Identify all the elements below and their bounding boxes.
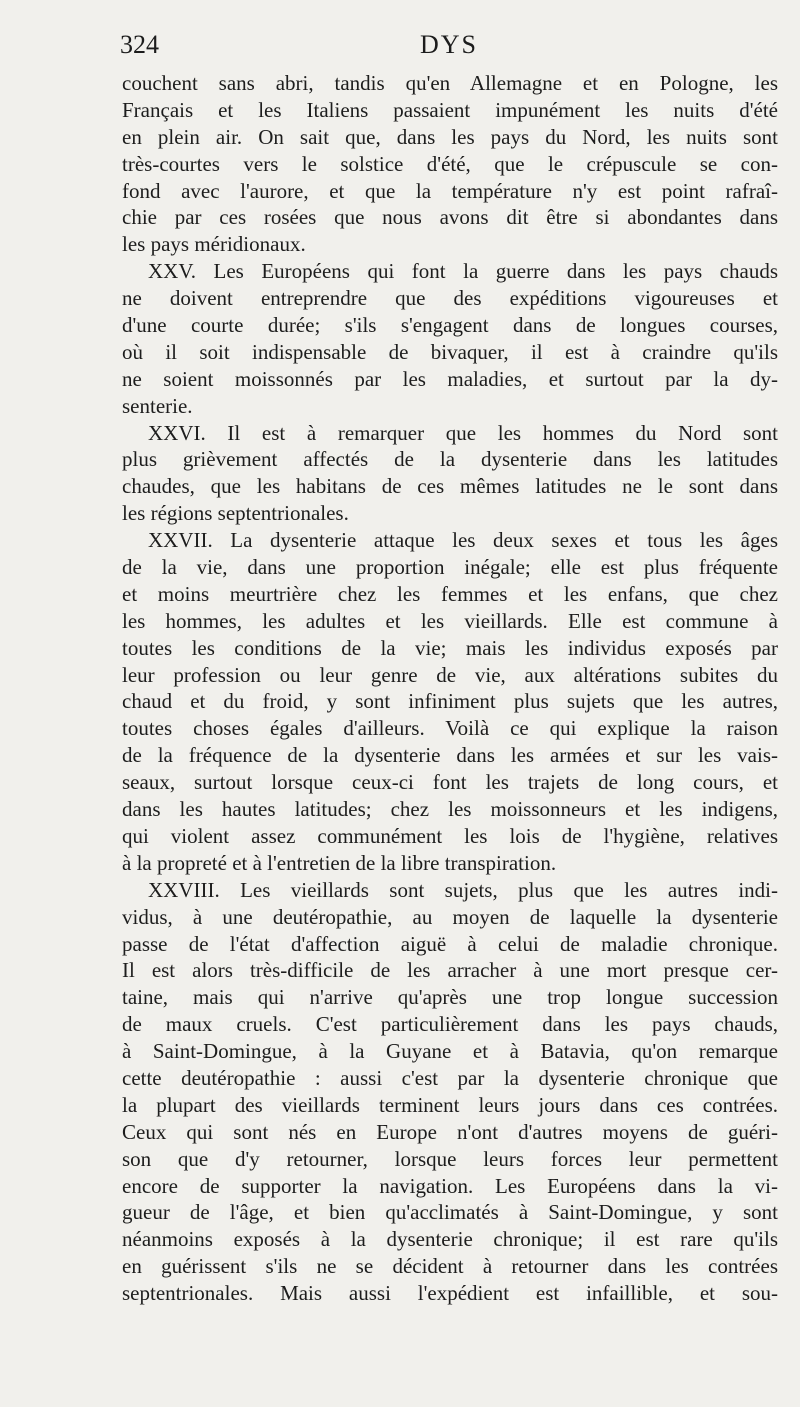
text-line: chie par ces rosées que nous avons dit être si abondantes dans	[122, 205, 778, 230]
text-line: les pays méridionaux.	[122, 232, 306, 257]
text-line: de la fréquence de la dysenterie dans les armées et sur les vais-	[122, 743, 778, 768]
running-head: DYS	[420, 30, 479, 59]
text-line: septentrionales. Mais aussi l'expédient est infaillible, et sou-	[122, 1281, 778, 1306]
text-line: chaudes, que les habitans de ces mêmes latitudes ne le sont dans	[122, 474, 778, 499]
text-line: fond avec l'aurore, et que la température n'y est point rafraî-	[122, 178, 778, 203]
text-line: la plupart des vieillards terminent leurs jours dans ces contrées.	[122, 1092, 778, 1117]
text-line: néanmoins exposés à la dysenterie chronique; il est rare qu'ils	[122, 1227, 778, 1252]
text-line: XXV. Les Européens qui font la guerre dans les pays chauds	[148, 259, 778, 284]
text-line: de la vie, dans une proportion inégale; elle est plus fréquente	[122, 555, 778, 580]
text-line: où il soit indispensable de bivaquer, il est à craindre qu'ils	[122, 339, 778, 364]
text-line: en plein air. On sait que, dans les pays du Nord, les nuits sont	[122, 124, 778, 149]
text-line: Il est alors très-difficile de les arracher à une mort presque cer-	[122, 958, 778, 983]
text-line: chaud et du froid, y sont infiniment plus sujets que les autres,	[122, 689, 778, 714]
text-line: leur profession ou leur genre de vie, aux altérations subites du	[122, 662, 778, 687]
text-line: toutes choses égales d'ailleurs. Voilà ce qui explique la raison	[122, 716, 778, 741]
text-line: son que d'y retourner, lorsque leurs forces leur permettent	[122, 1146, 778, 1171]
text-line: senterie.	[122, 393, 193, 418]
text-line: vidus, à une deutéropathie, au moyen de laquelle la dysenterie	[122, 904, 778, 929]
text-line: qui violent assez communément les lois de l'hygiène, relatives	[122, 823, 778, 848]
text-line: d'une courte durée; s'ils s'engagent dans de longues courses,	[122, 313, 778, 338]
text-line: très-courtes vers le solstice d'été, que le crépuscule se con-	[122, 151, 778, 176]
text-line: taine, mais qui n'arrive qu'après une trop longue succession	[122, 985, 778, 1010]
page-number: 324	[120, 30, 159, 59]
text-line: couchent sans abri, tandis qu'en Allemagne et en Pologne, les	[122, 71, 778, 95]
text-line: Ceux qui sont nés en Europe n'ont d'autres moyens de guéri-	[122, 1119, 778, 1144]
text-line: plus grièvement affectés de la dysenterie dans les latitudes	[122, 447, 778, 472]
text-line: ne doivent entreprendre que des expéditions vigoureuses et	[122, 286, 778, 311]
text-line: dans les hautes latitudes; chez les moissonneurs et les indigens,	[122, 797, 778, 822]
page-header	[120, 30, 780, 70]
text-line: ne soient moissonnés par les maladies, et surtout par la dy-	[122, 366, 778, 391]
text-line: les hommes, les adultes et les vieillards. Elle est commune à	[122, 608, 778, 633]
text-line: Français et les Italiens passaient impunément les nuits d'été	[122, 97, 778, 122]
body-text	[122, 70, 778, 1307]
text-line: en guérissent s'ils ne se décident à retourner dans les contrées	[122, 1254, 778, 1279]
text-line: à Saint-Domingue, à la Guyane et à Batavia, qu'on remarque	[122, 1039, 778, 1064]
text-line: XXVII. La dysenterie attaque les deux sexes et tous les âges	[148, 528, 778, 553]
text-line: de maux cruels. C'est particulièrement dans les pays chauds,	[122, 1012, 778, 1037]
text-line: et moins meurtrière chez les femmes et les enfans, que chez	[122, 581, 778, 606]
text-line: encore de supporter la navigation. Les Européens dans la vi-	[122, 1173, 778, 1198]
text-line: à la propreté et à l'entretien de la libre transpiration.	[122, 850, 557, 875]
text-line: les régions septentrionales.	[122, 501, 349, 526]
text-line: toutes les conditions de la vie; mais les individus exposés par	[122, 635, 778, 660]
text-line: XXVI. Il est à remarquer que les hommes du Nord sont	[148, 420, 778, 445]
text-line: passe de l'état d'affection aiguë à celui de maladie chronique.	[122, 931, 778, 956]
text-line: cette deutéropathie : aussi c'est par la dysenterie chronique que	[122, 1065, 778, 1090]
text-line: XXVIII. Les vieillards sont sujets, plus que les autres indi-	[148, 877, 778, 902]
text-line: gueur de l'âge, et bien qu'acclimatés à Saint-Domingue, y sont	[122, 1200, 778, 1225]
text-line: seaux, surtout lorsque ceux-ci font les trajets de long cours, et	[122, 770, 778, 795]
